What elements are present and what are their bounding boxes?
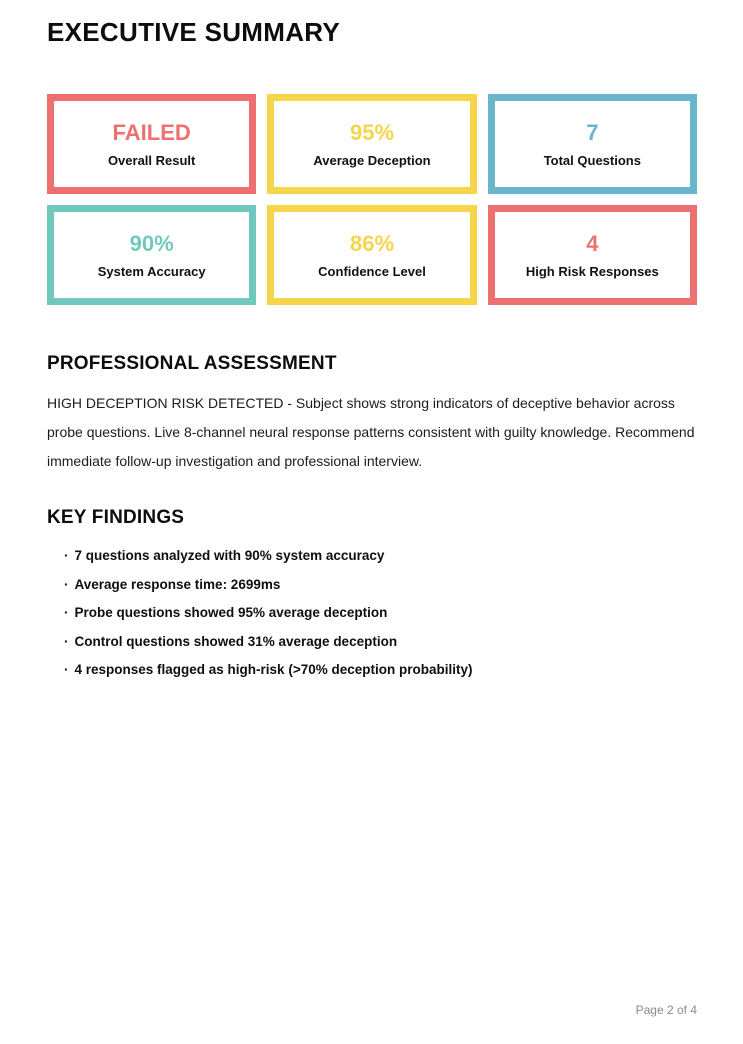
stat-card-confidence-level <box>267 205 476 305</box>
finding-text: 4 responses flagged as high-risk (>70% deception probability) <box>74 662 473 677</box>
finding-item <box>64 661 697 678</box>
stat-value: 90% <box>129 230 174 256</box>
stat-label: Confidence Level <box>318 263 426 279</box>
finding-text: Average response time: 2699ms <box>74 576 281 592</box>
stat-value: 4 <box>586 230 599 256</box>
stat-value: 95% <box>349 119 395 145</box>
finding-item <box>64 547 697 564</box>
bullet-icon: · <box>64 576 69 592</box>
finding-item <box>64 604 697 621</box>
finding-text: 7 questions analyzed with 90% system accuracy <box>74 548 385 563</box>
assessment-body: HIGH DECEPTION RISK DETECTED - Subject shows strong indicators of deceptive behavior across probe questions. Live 8-channel neural response patterns consistent with guilty knowledge. Recommend immediate follow-up investigation and professional interview. <box>47 395 695 469</box>
stat-card-system-accuracy <box>47 205 256 305</box>
stat-label: High Risk Responses <box>525 263 659 279</box>
stat-value: 86% <box>349 230 395 256</box>
bullet-icon: · <box>64 633 69 649</box>
bullet-icon: · <box>64 548 69 563</box>
finding-item <box>64 576 697 593</box>
stat-label: Overall Result <box>107 152 196 168</box>
findings-list <box>47 547 697 678</box>
findings-heading: KEY FINDINGS <box>47 507 185 528</box>
bullet-icon: · <box>64 662 69 677</box>
summary-stats-grid <box>47 94 697 305</box>
stat-value: FAILED <box>112 119 191 145</box>
page-number: Page 2 of 4 <box>635 1003 697 1017</box>
stat-card-total-questions <box>488 94 697 194</box>
stat-card-overall-result <box>47 94 256 194</box>
stat-label: System Accuracy <box>97 263 206 279</box>
assessment-heading: PROFESSIONAL ASSESSMENT <box>47 353 337 374</box>
stat-card-average-deception <box>267 94 476 194</box>
stat-value: 7 <box>586 119 599 145</box>
finding-item <box>64 633 697 650</box>
stat-label: Total Questions <box>543 152 641 168</box>
bullet-icon: · <box>64 605 69 620</box>
page-title: EXECUTIVE SUMMARY <box>47 17 341 47</box>
finding-text: Probe questions showed 95% average deception <box>74 605 388 620</box>
finding-text: Control questions showed 31% average deception <box>74 633 398 649</box>
stat-label: Average Deception <box>313 152 431 168</box>
stat-card-high-risk-responses <box>488 205 697 305</box>
